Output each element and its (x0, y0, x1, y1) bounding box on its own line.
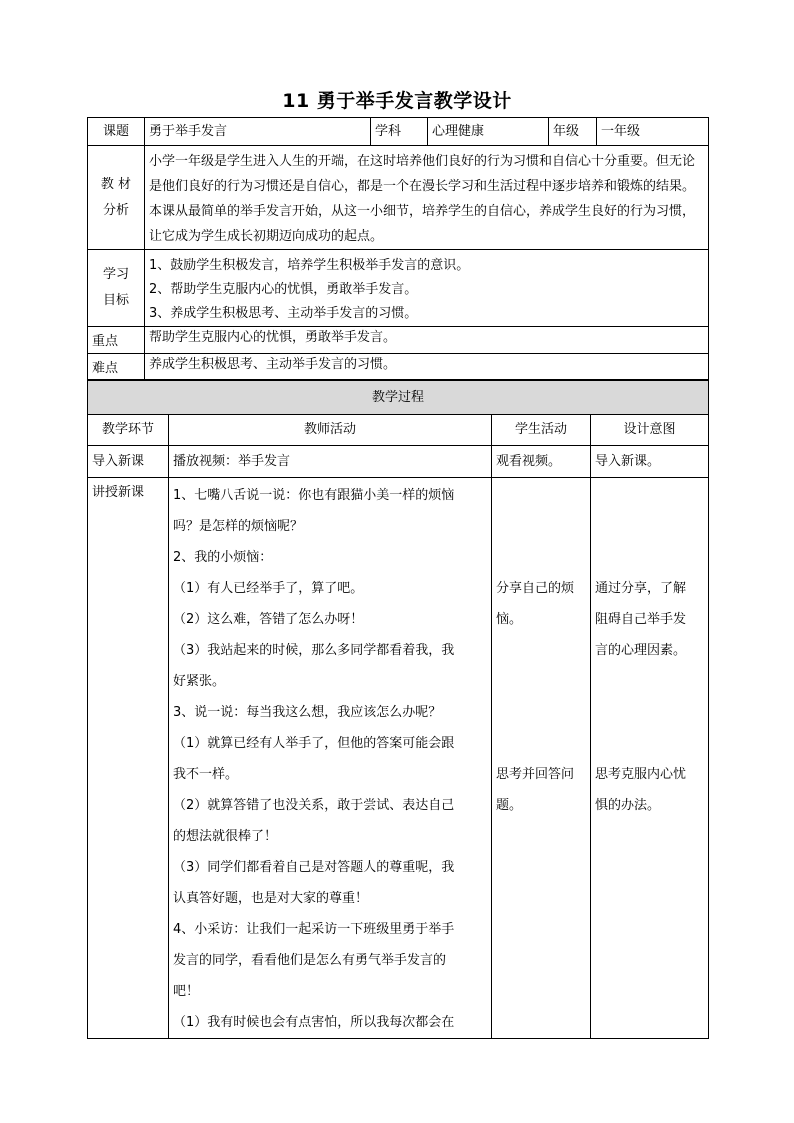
course-row (88, 118, 709, 146)
goal-item: 3、养成学生积极思考、主动举手发言的习惯。 (149, 306, 418, 321)
process-header: 教学过程 (88, 381, 709, 415)
teacher-line: 3、说一说：每当我这么想，我应该怎么办呢？ (173, 705, 442, 720)
column-header-stage: 教学环节 (88, 415, 169, 446)
teacher-line: 吗？是怎样的烦恼呢？ (173, 519, 304, 534)
lesson-teacher (169, 478, 492, 1039)
teacher-line: 认真答好题，也是对大家的尊重！ (173, 891, 369, 906)
key-row (88, 327, 709, 354)
goals-label (88, 250, 145, 327)
analysis-row (88, 146, 709, 250)
column-header-row (88, 415, 709, 446)
teacher-line: （2）就算答错了也没关系，敢于尝试、表达自己 (173, 798, 455, 813)
course-label: 课题 (88, 118, 145, 146)
teacher-line: 吧！ (173, 984, 200, 999)
analysis-label-line-1: 教 材 (100, 176, 132, 192)
document-title: 11 勇于举手发言教学设计 (282, 90, 512, 112)
process-table (87, 380, 709, 1039)
analysis-label (88, 146, 145, 250)
grade-label: 年级 (549, 118, 597, 146)
subject-value: 心理健康 (428, 118, 549, 146)
teacher-line: （1）有人已经举手了，算了吧。 (173, 581, 364, 596)
teacher-line: （3）同学们都看着自己是对答题人的尊重呢，我 (173, 860, 455, 875)
intent-2 (595, 759, 704, 821)
student-activity-2 (496, 759, 586, 821)
teacher-line: 2、我的小烦恼： (173, 550, 273, 565)
lesson-student (492, 478, 591, 1039)
teacher-line: 的想法就很棒了！ (173, 829, 278, 844)
goal-item: 2、帮助学生克服内心的忧惧，勇敢举手发言。 (149, 282, 418, 297)
student-line: 分享自己的烦 (496, 581, 575, 596)
intent-line: 言的心理因素。 (595, 643, 687, 658)
subject-label: 学科 (371, 118, 428, 146)
intro-student: 观看视频。 (492, 446, 591, 478)
intent-line: 通过分享，了解 (595, 581, 687, 596)
intent-line: 思考克服内心忧 (595, 767, 687, 782)
intent-line: 阻碍自己举手发 (595, 612, 687, 627)
intro-teacher: 播放视频：举手发言 (169, 446, 492, 478)
column-header-teacher: 教师活动 (169, 415, 492, 446)
teacher-line: 发言的同学，看看他们是怎么有勇气举手发言的 (173, 953, 447, 968)
goals-row (88, 250, 709, 327)
lesson-row (88, 478, 709, 1039)
teacher-line: （3）我站起来的时候，那么多同学都看着我，我 (173, 643, 455, 658)
teacher-line: （1）就算已经有人举手了，但他的答案可能会跟 (173, 736, 455, 751)
lesson-intent (591, 478, 709, 1039)
teacher-line: 我不一样。 (173, 767, 239, 782)
course-value: 勇于举手发言 (145, 118, 371, 146)
intro-row (88, 446, 709, 478)
analysis-label-line-2: 分析 (102, 202, 129, 218)
lesson-stage: 讲授新课 (88, 478, 169, 1039)
teacher-line: （2）这么难，答错了怎么办呀！ (173, 612, 364, 627)
key-label: 重点 (88, 327, 145, 354)
student-line: 恼。 (496, 612, 523, 627)
column-header-intent: 设计意图 (591, 415, 709, 446)
teacher-line: 1、七嘴八舌说一说：你也有跟猫小美一样的烦恼 (173, 488, 455, 503)
info-table (87, 117, 709, 380)
intent-line: 惧的办法。 (595, 798, 661, 813)
goals-label-line-1: 学习 (102, 267, 129, 282)
student-line: 思考并回答问 (496, 767, 575, 782)
intro-intent: 导入新课。 (591, 446, 709, 478)
teacher-line: 4、小采访：让我们一起采访一下班级里勇于举手 (173, 922, 455, 937)
goal-item: 1、鼓励学生积极发言，培养学生积极举手发言的意识。 (149, 258, 470, 273)
goals-label-line-2: 目标 (102, 293, 129, 308)
key-text: 帮助学生克服内心的忧惧，勇敢举手发言。 (145, 327, 709, 354)
teacher-line: （1）我有时候也会有点害怕，所以我每次都会在 (173, 1015, 455, 1030)
difficult-label: 难点 (88, 354, 145, 380)
grade-value: 一年级 (597, 118, 709, 146)
difficult-text: 养成学生积极思考、主动举手发言的习惯。 (145, 354, 709, 380)
student-line: 题。 (496, 798, 523, 813)
intro-stage: 导入新课 (88, 446, 169, 478)
student-activity-1 (496, 573, 586, 635)
column-header-student: 学生活动 (492, 415, 591, 446)
goals-list (145, 250, 709, 327)
process-header-row (88, 381, 709, 415)
analysis-text: 小学一年级是学生进入人生的开端，在这时培养他们良好的行为习惯和自信心十分重要。但无论是他们良好的行为习惯还是自信心，都是一个在漫长学习和生活过程中逐步培养和锻炼的结果。本课从最简单的举手发言开始，从这一小细节，培养学生的自信心，养成学生良好的行为习惯，让它成为学生成长初期迈向成功的起点。 (145, 146, 709, 250)
difficult-row (88, 354, 709, 380)
teacher-line: 好紧张。 (173, 674, 226, 689)
intent-1 (595, 573, 704, 666)
